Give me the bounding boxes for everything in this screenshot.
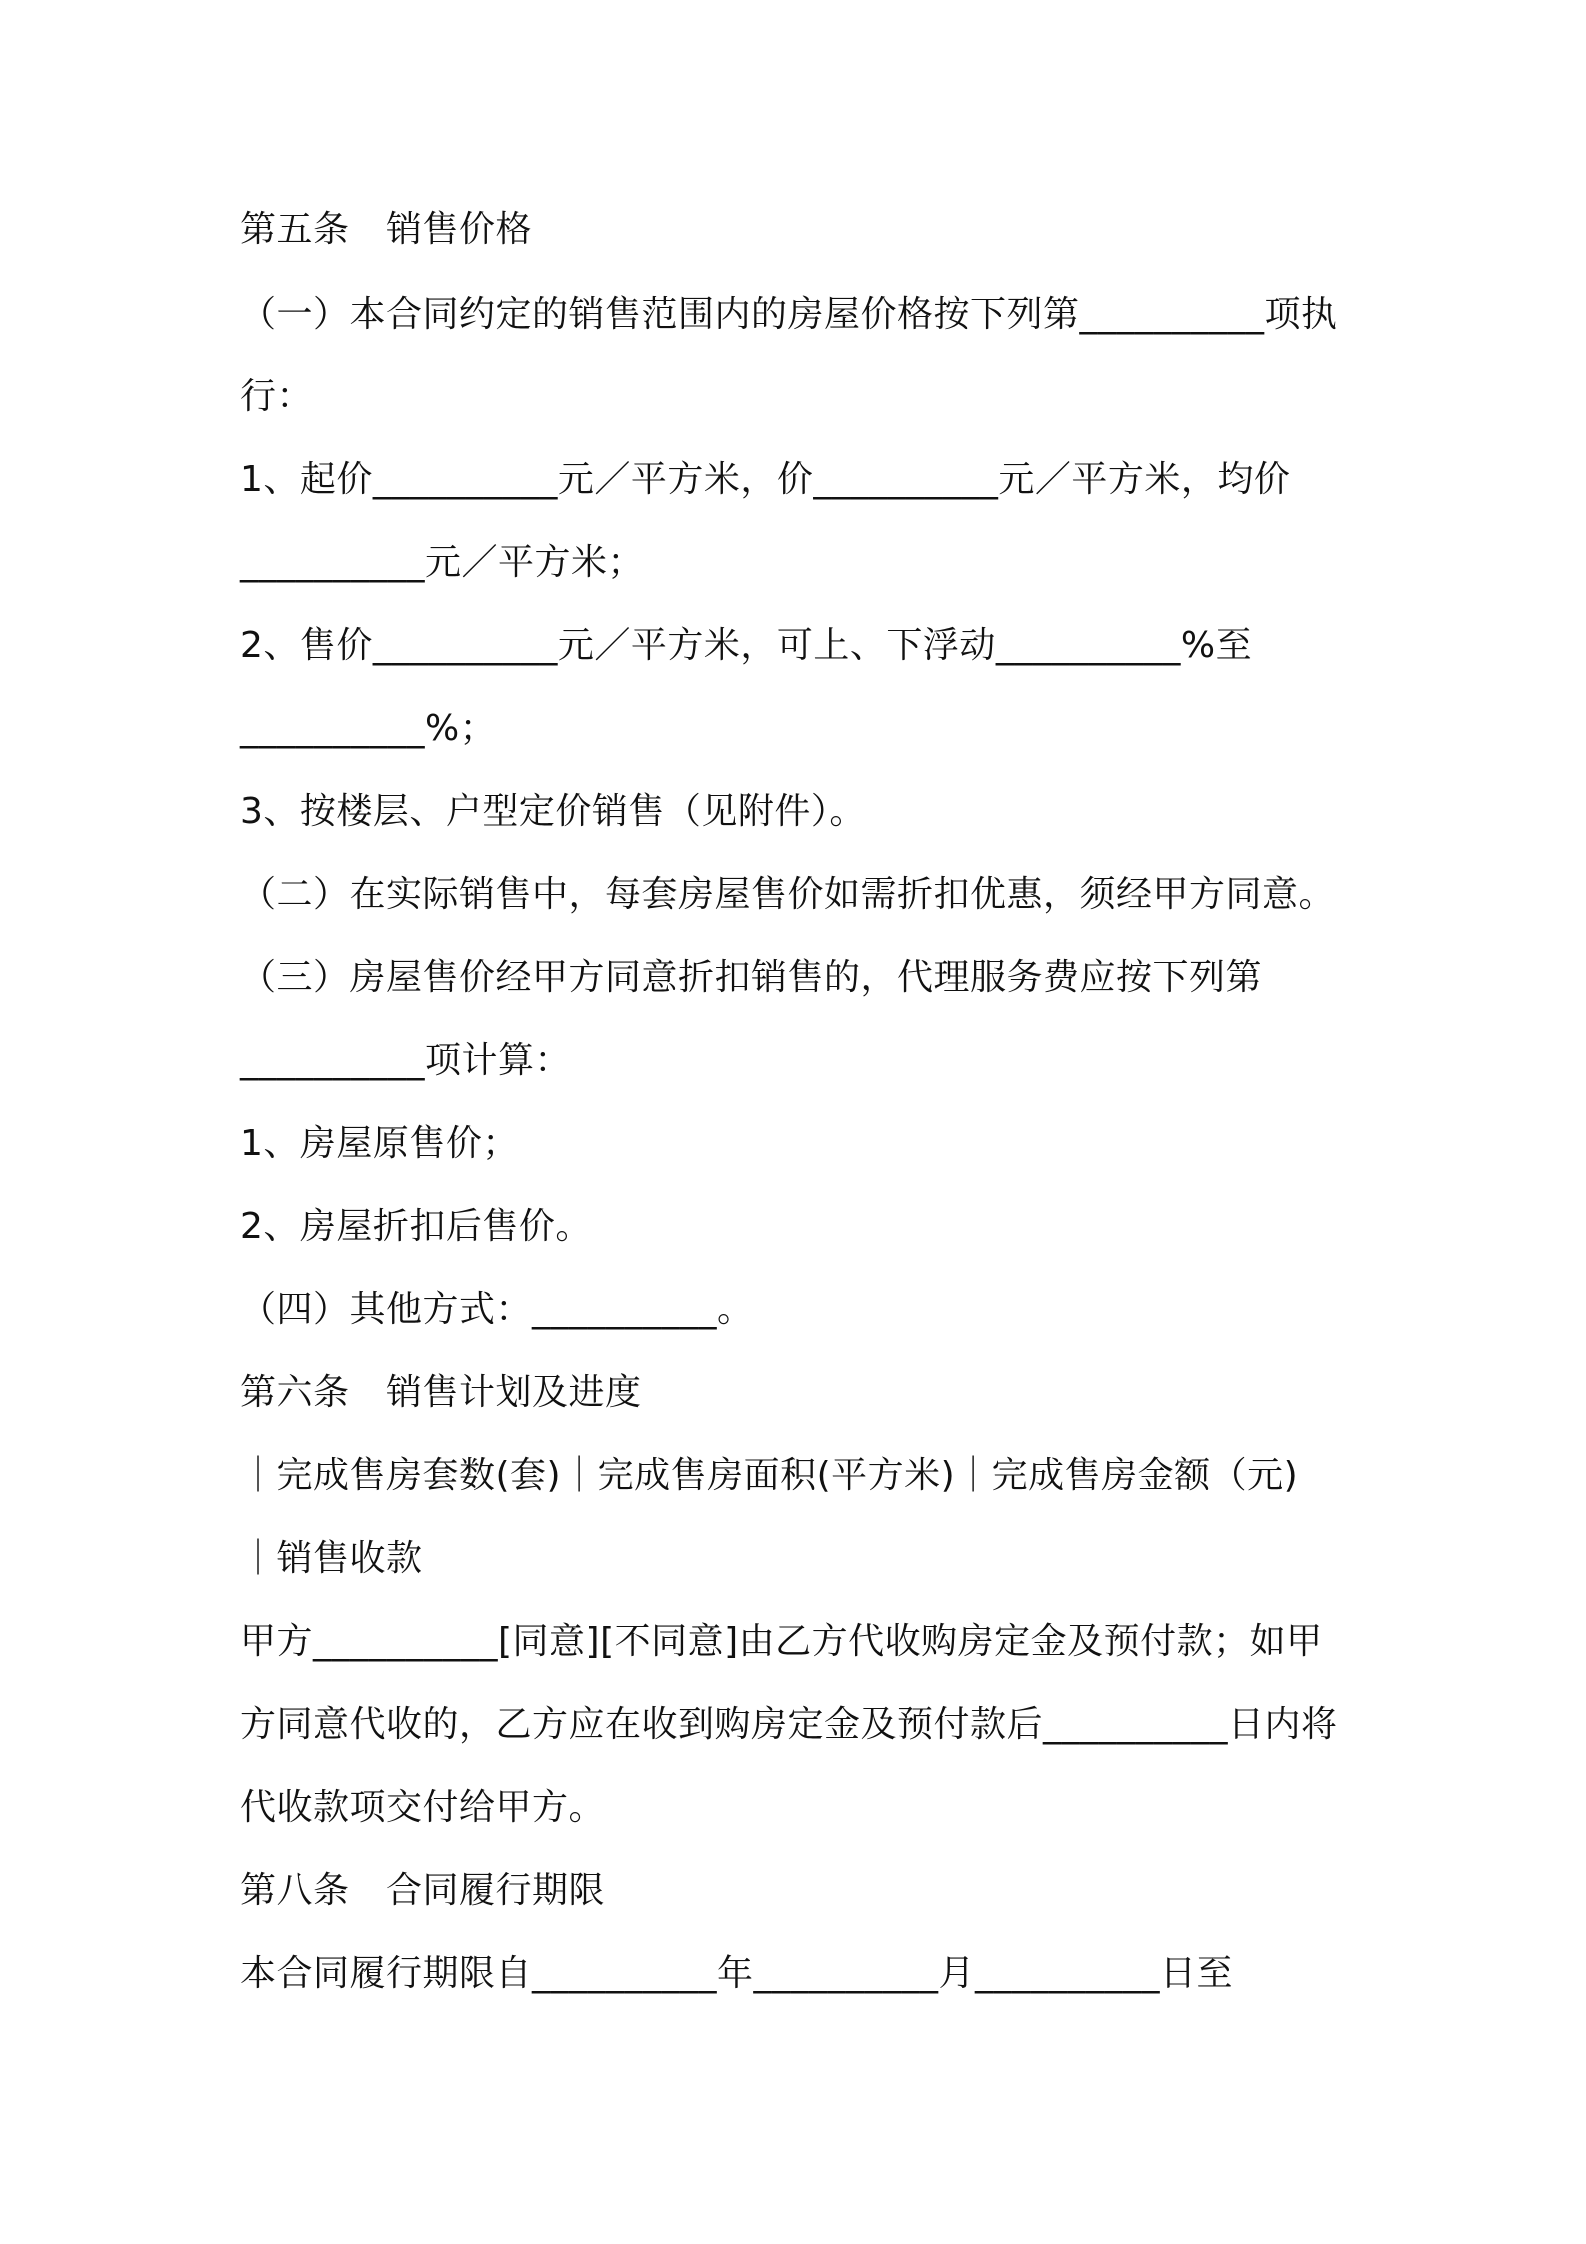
basis-1-original-price: 1、房屋原售价； [240,1123,519,1164]
article-5-heading: 第五条 销售价格 [240,209,533,250]
contract-term: 本合同履行期限自__________年__________月__________日至 [240,1953,1234,1994]
clause-3-calc-basis: __________项计算： [240,1040,572,1081]
deposit-collection: 甲方__________[同意][不同意]由乙方代收购房定金及预付款；如甲 [240,1621,1323,1662]
clause-4-other: （四）其他方式：__________。 [240,1289,754,1330]
article-8-heading: 第八条 合同履行期限 [240,1870,606,1911]
item-3-floor-pricing: 3、按楼层、户型定价销售（见附件）。 [240,791,866,832]
deposit-collection-end: 代收款项交付给甲方。 [240,1787,606,1828]
sales-plan-columns-cont: ｜销售收款 [240,1538,423,1579]
basis-2-discounted-price: 2、房屋折扣后售价。 [240,1206,592,1247]
item-2-float-range: __________%； [240,708,497,749]
clause-1-continuation: 行： [240,376,314,417]
item-2-selling-price: 2、售价__________元／平方米，可上、下浮动__________%至 [240,625,1253,666]
clause-1-price-method: （一）本合同约定的销售范围内的房屋价格按下列第__________项执 [240,294,1338,335]
item-1-average-price: __________元／平方米； [240,542,645,583]
clause-2-discount: （二）在实际销售中，每套房屋售价如需折扣优惠，须经甲方同意。 [240,874,1336,915]
article-6-heading: 第六条 销售计划及进度 [240,1372,642,1413]
clause-3-service-fee: （三）房屋售价经甲方同意折扣销售的，代理服务费应按下列第 [240,957,1263,998]
deposit-collection-cont: 方同意代收的，乙方应在收到购房定金及预付款后__________日内将 [240,1704,1338,1745]
item-1-starting-price: 1、起价__________元／平方米，价__________元／平方米，均价 [240,459,1291,500]
sales-plan-columns: ｜完成售房套数(套)｜完成售房面积(平方米)｜完成售房金额（元) [240,1455,1299,1496]
